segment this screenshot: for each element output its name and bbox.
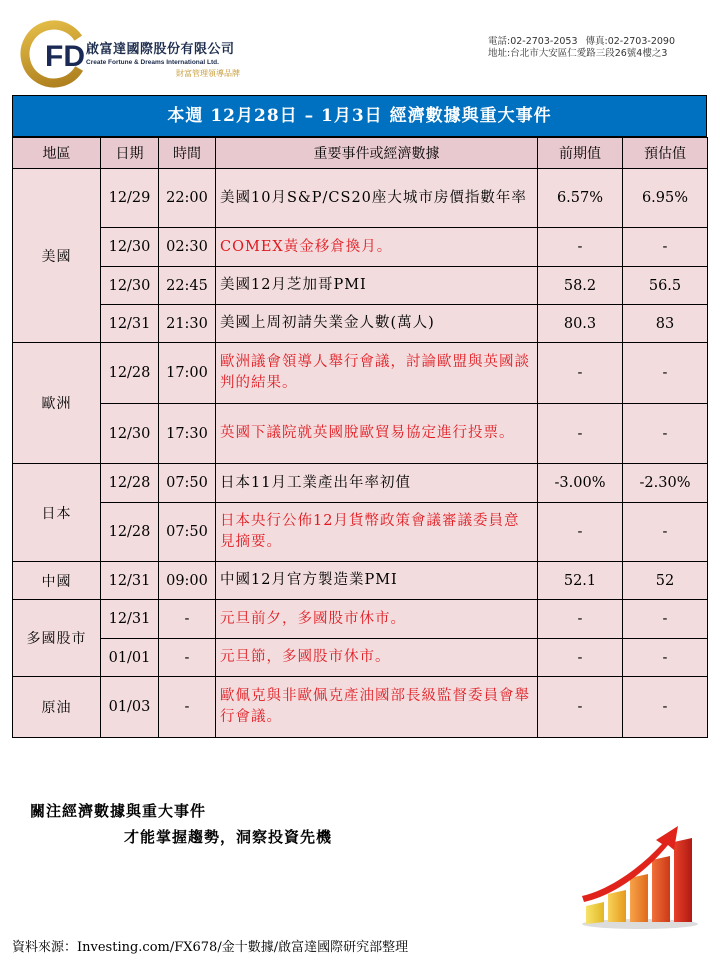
forecast-cell: 52: [623, 562, 708, 600]
growth-bar-chart-arrow-icon: [578, 818, 700, 930]
forecast-cell: -: [623, 677, 708, 738]
event-cell: COMEX黃金移倉換月。: [216, 228, 538, 267]
time-cell: -: [159, 600, 216, 639]
date-cell: 12/30: [101, 267, 159, 305]
time-cell: 17:30: [159, 404, 216, 464]
date-cell: 12/28: [101, 343, 159, 404]
forecast-cell: 83: [623, 305, 708, 343]
previous-cell: 58.2: [538, 267, 623, 305]
time-cell: -: [159, 677, 216, 738]
forecast-cell: -: [623, 639, 708, 677]
previous-cell: -: [538, 639, 623, 677]
event-cell: 歐洲議會領導人舉行會議，討論歐盟與英國談判的結果。: [216, 343, 538, 404]
footer-slogan-line1: 關注經濟數據與重大事件: [30, 802, 207, 820]
time-cell: 21:30: [159, 305, 216, 343]
phone-number: 電話:02-2703-2053: [488, 36, 578, 47]
table-header-row: [13, 138, 708, 169]
previous-cell: 6.57%: [538, 169, 623, 228]
region-cell: 美國: [13, 169, 101, 343]
previous-cell: -: [538, 404, 623, 464]
event-cell: 美國上周初請失業金人數(萬人): [216, 305, 538, 343]
event-cell: 元旦前夕，多國股市休市。: [216, 600, 538, 639]
header-forecast: 預估值: [623, 138, 708, 169]
previous-cell: -: [538, 503, 623, 562]
company-logo: [20, 18, 320, 88]
time-cell: 07:50: [159, 464, 216, 503]
page-title: 本週 12月28日 – 1月3日 經濟數據與重大事件: [12, 95, 707, 137]
header-previous: 前期值: [538, 138, 623, 169]
forecast-cell: -: [623, 228, 708, 267]
region-cell: 多國股市: [13, 600, 101, 677]
date-cell: 01/01: [101, 639, 159, 677]
address: 地址:台北市大安區仁愛路三段26號4樓之3: [488, 48, 668, 59]
footer-slogan-line2: 才能掌握趨勢，洞察投資先機: [124, 828, 333, 846]
date-cell: 12/30: [101, 228, 159, 267]
previous-cell: -: [538, 343, 623, 404]
table-row: [13, 562, 708, 600]
table-row: [13, 343, 708, 404]
time-cell: 22:45: [159, 267, 216, 305]
event-cell: 日本央行公佈12月貨幣政策會議審議委員意見摘要。: [216, 503, 538, 562]
event-cell: 歐佩克與非歐佩克產油國部長級監督委員會舉行會議。: [216, 677, 538, 738]
time-cell: 02:30: [159, 228, 216, 267]
table-row: [13, 464, 708, 503]
table-row: [13, 600, 708, 639]
previous-cell: -: [538, 600, 623, 639]
data-source-note: 資料來源：Investing.com/FX678/金十數據/啟富達國際研究部整理: [12, 940, 409, 955]
event-cell: 元旦節，多國股市休市。: [216, 639, 538, 677]
forecast-cell: -: [623, 503, 708, 562]
header-time: 時間: [159, 138, 216, 169]
event-cell: 美國12月芝加哥PMI: [216, 267, 538, 305]
time-cell: -: [159, 639, 216, 677]
svg-text:FD: FD: [45, 40, 85, 73]
date-cell: 12/31: [101, 600, 159, 639]
time-cell: 07:50: [159, 503, 216, 562]
region-cell: 歐洲: [13, 343, 101, 464]
table-row: [13, 267, 708, 305]
header-date: 日期: [101, 138, 159, 169]
contact-info: [488, 36, 675, 60]
date-cell: 12/30: [101, 404, 159, 464]
forecast-cell: 56.5: [623, 267, 708, 305]
table-row: [13, 404, 708, 464]
table-row: [13, 305, 708, 343]
table-row: [13, 169, 708, 228]
event-cell: 日本11月工業產出年率初值: [216, 464, 538, 503]
event-cell: 中國12月官方製造業PMI: [216, 562, 538, 600]
event-cell: 美國10月S&P/CS20座大城市房價指數年率: [216, 169, 538, 228]
forecast-cell: -: [623, 404, 708, 464]
header-region: 地區: [13, 138, 101, 169]
date-cell: 12/31: [101, 562, 159, 600]
previous-cell: -: [538, 677, 623, 738]
date-cell: 12/28: [101, 464, 159, 503]
previous-cell: 80.3: [538, 305, 623, 343]
previous-cell: -: [538, 228, 623, 267]
forecast-cell: -: [623, 600, 708, 639]
region-cell: 中國: [13, 562, 101, 600]
events-table: [12, 137, 708, 738]
region-cell: 原油: [13, 677, 101, 738]
time-cell: 17:00: [159, 343, 216, 404]
forecast-cell: 6.95%: [623, 169, 708, 228]
company-name-cn: 啟富達國際股份有限公司: [86, 42, 235, 57]
company-slogan: 財富管理領導品牌: [176, 69, 240, 78]
table-row: [13, 503, 708, 562]
time-cell: 22:00: [159, 169, 216, 228]
company-name-en: Create Fortune & Dreams International Ltd.: [86, 59, 219, 66]
previous-cell: 52.1: [538, 562, 623, 600]
header-event: 重要事件或經濟數據: [216, 138, 538, 169]
previous-cell: -3.00%: [538, 464, 623, 503]
table-row: [13, 228, 708, 267]
table-row: [13, 639, 708, 677]
date-cell: 12/29: [101, 169, 159, 228]
table-row: [13, 677, 708, 738]
fax-number: 傳真:02-2703-2090: [585, 36, 675, 47]
region-cell: 日本: [13, 464, 101, 562]
logo-mark-icon: [20, 18, 90, 88]
forecast-cell: -2.30%: [623, 464, 708, 503]
event-cell: 英國下議院就英國脫歐貿易協定進行投票。: [216, 404, 538, 464]
date-cell: 12/31: [101, 305, 159, 343]
forecast-cell: -: [623, 343, 708, 404]
date-cell: 12/28: [101, 503, 159, 562]
time-cell: 09:00: [159, 562, 216, 600]
date-cell: 01/03: [101, 677, 159, 738]
